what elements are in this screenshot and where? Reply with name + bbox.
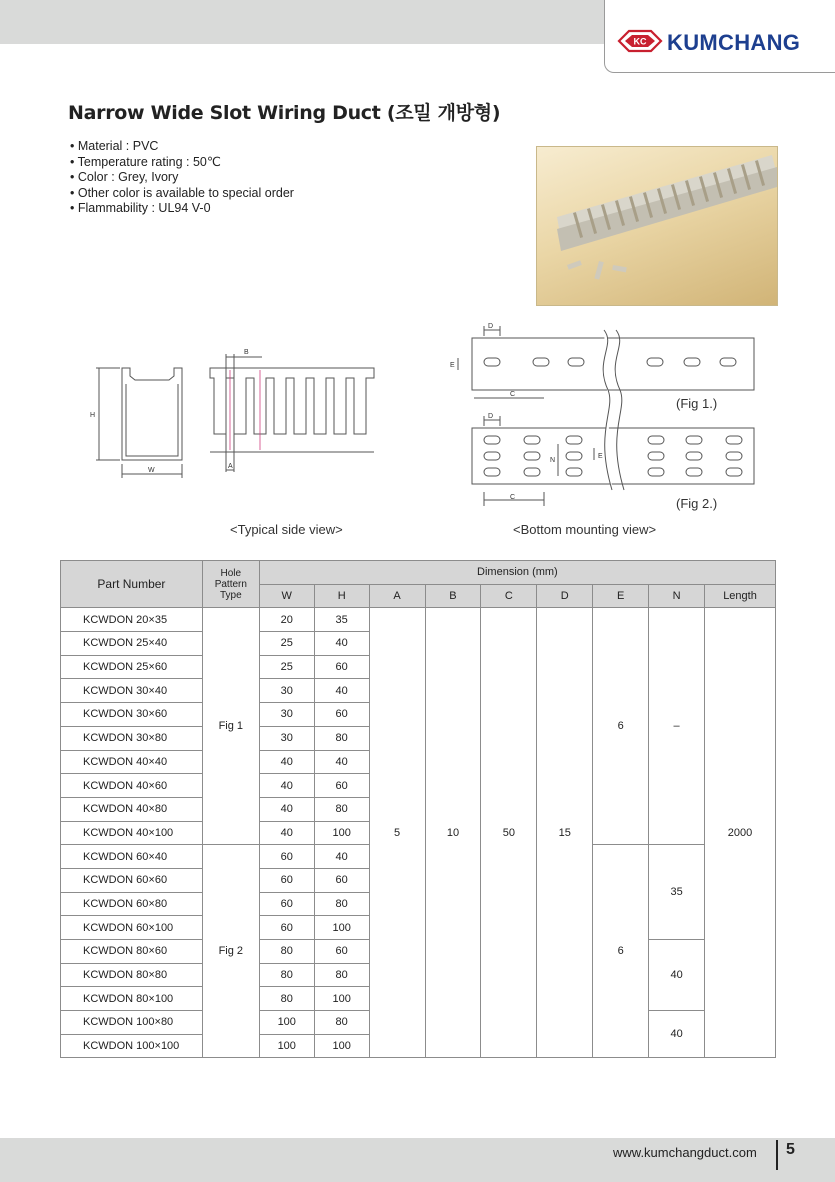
col-header-h: H: [314, 584, 369, 608]
part-number-cell: KCWDON 40×100: [61, 821, 203, 845]
hole-pattern-line-2: Pattern: [214, 578, 247, 590]
part-number-cell: KCWDON 80×100: [61, 987, 203, 1011]
w-cell: 30: [259, 726, 314, 750]
kumchang-logo-icon: [617, 28, 663, 54]
table-row: [61, 608, 776, 632]
spec-table: [60, 560, 776, 1058]
e-cell-fig2: 6: [593, 845, 649, 1058]
w-cell: 40: [259, 821, 314, 845]
part-number-cell: KCWDON 60×40: [61, 845, 203, 869]
w-cell: 25: [259, 655, 314, 679]
dim-label-n: N: [550, 457, 556, 464]
product-photo: [536, 146, 778, 306]
h-cell: 60: [314, 868, 369, 892]
e-cell-fig1: 6: [593, 608, 649, 845]
h-cell: 80: [314, 1011, 369, 1035]
part-number-cell: KCWDON 25×60: [61, 655, 203, 679]
dim-label-c2: C: [510, 494, 516, 501]
w-cell: 60: [259, 868, 314, 892]
length-cell: 2000: [705, 608, 776, 1058]
col-header-c: C: [481, 584, 537, 608]
h-cell: 100: [314, 987, 369, 1011]
hole-pattern-fig1-cell: Fig 1: [202, 608, 259, 845]
h-cell: 40: [314, 750, 369, 774]
w-cell: 25: [259, 632, 314, 656]
dim-label-d2: D: [488, 413, 494, 420]
part-number-cell: KCWDON 40×60: [61, 774, 203, 798]
spec-item: • Flammability : UL94 V-0: [70, 201, 294, 217]
w-cell: 40: [259, 774, 314, 798]
header-band: [0, 0, 604, 44]
dim-label-e: E: [450, 362, 455, 369]
h-cell: 100: [314, 1034, 369, 1058]
w-cell: 80: [259, 940, 314, 964]
part-number-cell: KCWDON 60×100: [61, 916, 203, 940]
w-cell: 100: [259, 1034, 314, 1058]
w-cell: 40: [259, 797, 314, 821]
h-cell: 100: [314, 821, 369, 845]
a-cell: 5: [369, 608, 425, 1058]
part-number-cell: KCWDON 60×80: [61, 892, 203, 916]
h-cell: 60: [314, 940, 369, 964]
part-number-cell: KCWDON 30×60: [61, 703, 203, 727]
w-cell: 30: [259, 679, 314, 703]
d-cell: 15: [537, 608, 593, 1058]
bottom-view-diagram: [444, 320, 784, 520]
col-header-a: A: [369, 584, 425, 608]
part-number-cell: KCWDON 40×80: [61, 797, 203, 821]
part-number-cell: KCWDON 100×100: [61, 1034, 203, 1058]
brand-name: KUMCHANG: [667, 30, 801, 55]
page-number: 5: [786, 1141, 795, 1158]
part-number-cell: KCWDON 80×60: [61, 940, 203, 964]
part-number-cell: KCWDON 40×40: [61, 750, 203, 774]
w-cell: 80: [259, 963, 314, 987]
col-header-part-number: Part Number: [61, 561, 203, 608]
c-cell: 50: [481, 608, 537, 1058]
spec-item: • Temperature rating : 50℃: [70, 155, 294, 171]
col-header-w: W: [259, 584, 314, 608]
dim-label-w: W: [148, 467, 155, 474]
spec-item: • Color : Grey, Ivory: [70, 170, 294, 186]
dim-label-b: B: [244, 349, 249, 356]
h-cell: 35: [314, 608, 369, 632]
bottom-view-caption: <Bottom mounting view>: [513, 522, 657, 537]
part-number-cell: KCWDON 80×80: [61, 963, 203, 987]
col-header-hole-pattern: [202, 561, 259, 608]
n-cell-40b: 40: [649, 1011, 705, 1058]
side-view-diagram: [84, 340, 384, 490]
n-cell-fig1: –: [649, 608, 705, 845]
fig1-label: (Fig 1.): [676, 396, 718, 411]
h-cell: 80: [314, 892, 369, 916]
footer-url[interactable]: www.kumchangduct.com: [613, 1145, 757, 1160]
footer-divider: [776, 1140, 778, 1170]
h-cell: 60: [314, 703, 369, 727]
h-cell: 80: [314, 797, 369, 821]
col-header-n: N: [649, 584, 705, 608]
h-cell: 100: [314, 916, 369, 940]
fig2-label: (Fig 2.): [676, 496, 718, 511]
h-cell: 40: [314, 632, 369, 656]
part-number-cell: KCWDON 20×35: [61, 608, 203, 632]
dim-label-a: A: [228, 463, 233, 470]
col-header-e: E: [593, 584, 649, 608]
col-header-d: D: [537, 584, 593, 608]
hole-pattern-line-3: Type: [219, 589, 242, 601]
col-header-dimension: Dimension (mm): [259, 561, 775, 585]
part-number-cell: KCWDON 100×80: [61, 1011, 203, 1035]
dim-label-c: C: [510, 391, 516, 398]
part-number-cell: KCWDON 25×40: [61, 632, 203, 656]
b-cell: 10: [425, 608, 481, 1058]
n-cell-35: 35: [649, 845, 705, 940]
w-cell: 60: [259, 845, 314, 869]
w-cell: 100: [259, 1011, 314, 1035]
col-header-b: B: [425, 584, 481, 608]
hole-pattern-fig2-cell: Fig 2: [202, 845, 259, 1058]
w-cell: 60: [259, 892, 314, 916]
side-view-caption: <Typical side view>: [230, 522, 343, 537]
spec-item: • Material : PVC: [70, 139, 294, 155]
h-cell: 40: [314, 845, 369, 869]
logo-mark-text: KC: [633, 36, 647, 47]
part-number-cell: KCWDON 60×60: [61, 868, 203, 892]
table-header-row: [61, 561, 776, 585]
h-cell: 60: [314, 774, 369, 798]
w-cell: 80: [259, 987, 314, 1011]
dim-label-d: D: [488, 323, 494, 330]
h-cell: 40: [314, 679, 369, 703]
h-cell: 60: [314, 655, 369, 679]
w-cell: 30: [259, 703, 314, 727]
dim-label-h: H: [90, 412, 96, 419]
w-cell: 60: [259, 916, 314, 940]
page-title: Narrow Wide Slot Wiring Duct (조밀 개방형): [68, 102, 501, 124]
n-cell-40: 40: [649, 940, 705, 1011]
part-number-cell: KCWDON 30×80: [61, 726, 203, 750]
h-cell: 80: [314, 963, 369, 987]
spec-item: • Other color is available to special order: [70, 186, 294, 202]
part-number-cell: KCWDON 30×40: [61, 679, 203, 703]
spec-list: [70, 139, 294, 217]
w-cell: 20: [259, 608, 314, 632]
h-cell: 80: [314, 726, 369, 750]
dim-label-e2: E: [598, 453, 603, 460]
w-cell: 40: [259, 750, 314, 774]
hole-pattern-line-1: Hole: [220, 567, 242, 579]
col-header-length: Length: [705, 584, 776, 608]
